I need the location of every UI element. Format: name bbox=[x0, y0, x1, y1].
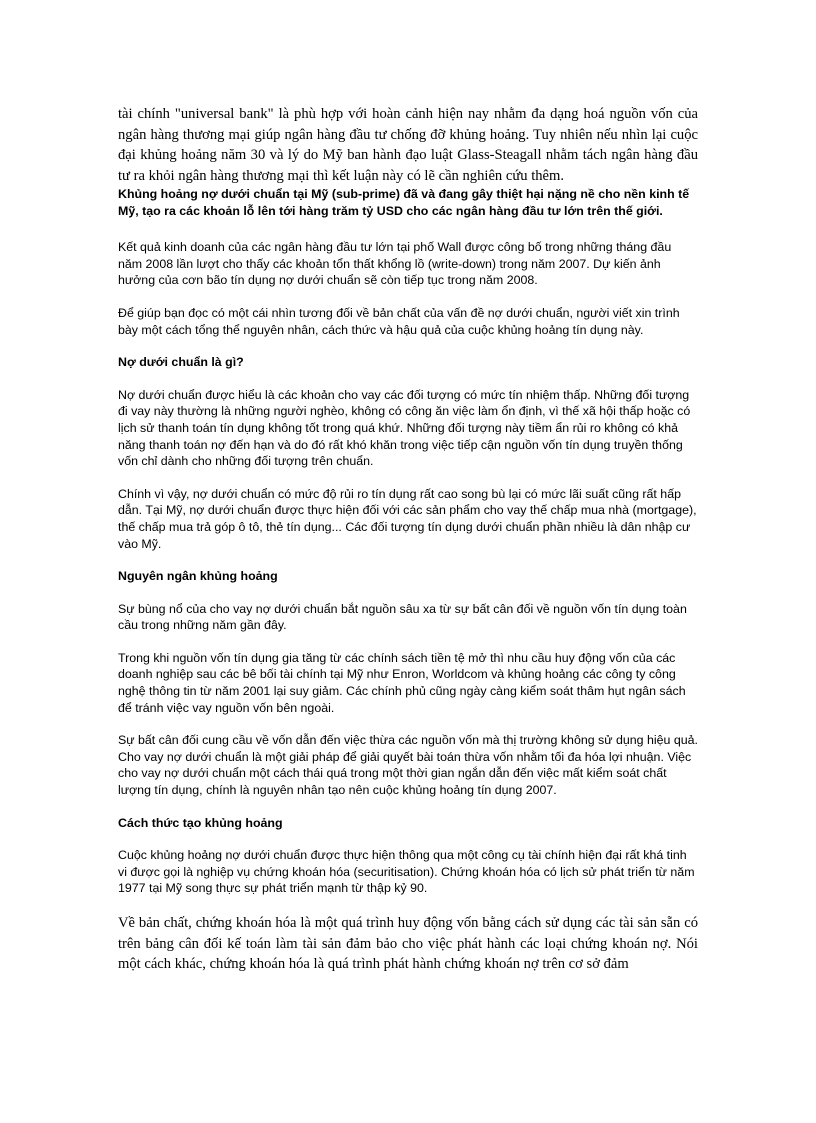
heading-mechanism: Cách thức tạo khủng hoảng bbox=[118, 815, 283, 830]
heading-what-is-subprime: Nợ dưới chuẩn là gì? bbox=[118, 355, 244, 370]
paragraph-causes-credit: Trong khi nguồn vốn tín dụng gia tăng từ các chính sách tiền tệ mở thì nhu cầu huy động vốn của các doanh nghiệp sau các bê bối tài chính tại Mỹ như Enron, Worldcom và khủng hoảng các công ty công nghệ thông tin từ năm 2001 lại suy giảm. Các chính phủ cũng ngày càng kiểm soát thâm hụt ngân sách để tránh việc vay nguồn vốn bên ngoài. bbox=[118, 650, 686, 715]
heading-causes: Nguyên ngân khủng hoảng bbox=[118, 569, 278, 584]
intro-paragraph: tài chính "universal bank" là phù hợp với hoàn cảnh hiện nay nhằm đa dạng hoá nguồn vốn của ngân hàng thương mại giúp ngân hàng đầu tư chống đỡ khủng hoảng. Tuy nhiên nếu nhìn lại cuộc đại khủng hoảng năm 30 và lý do Mỹ ban hành đạo luật Glass-Steagall nhằm tách ngân hàng đầu tư ra khỏi ngân hàng thương mại thì kết luận này có lẽ cần nghiên cứu thêm. bbox=[118, 106, 698, 184]
paragraph-mechanism-securitisation: Cuộc khủng hoảng nợ dưới chuẩn được thực hiện thông qua một công cụ tài chính hiện đại rất khá tinh vi được gọi là nghiệp vụ chứng khoán hóa (securitisation). Chứng khoán hóa có lịch sử phát triển từ năm 1977 tại Mỹ song thực sự phát triển mạnh từ thập kỷ 90. bbox=[118, 848, 695, 896]
lead-summary: Khủng hoảng nợ dưới chuẩn tại Mỹ (sub-prime) đã và đang gây thiệt hại nặng nề cho nền kinh tế Mỹ, tạo ra các khoản lỗ lên tới hàng trăm tỷ USD cho các ngân hàng đầu tư lớn trên thế giới. bbox=[118, 187, 690, 218]
document-page bbox=[118, 104, 698, 975]
paragraph-causes-surplus: Sự bất cân đối cung cầu về vốn dẫn đến việc thừa các nguồn vốn mà thị trường không sử dụng hiệu quả. Cho vay nợ dưới chuẩn là một giải pháp để giải quyết bài toán thừa vốn nhằm tối đa hóa lợi nhuận. Việc cho vay nợ dưới chuẩn một cách thái quá trong một thời gian ngắn dẫn đến việc mất kiểm soát chất lượng tín dụng, chính là nguyên nhân tạo nên cuộc khủng hoảng tín dụng 2007. bbox=[118, 733, 698, 798]
paragraph-subprime-definition: Nợ dưới chuẩn được hiểu là các khoản cho vay các đối tượng có mức tín nhiệm thấp. Những đối tượng đi vay này thường là những người nghèo, không có công ăn việc làm ổn định, vì thế xã hội thấp hoặc có lịch sử thanh toán tín dụng không tốt trong quá khứ. Những đối tượng này tiềm ẩn rủi ro không có khả năng thanh toán nợ đến hạn và do đó rất khó khăn trong việc tiếp cận nguồn vốn tín dụng truyền thống vốn chỉ dành cho những đối tượng trên chuẩn. bbox=[118, 387, 691, 469]
paragraph-results: Kết quả kinh doanh của các ngân hàng đầu tư lớn tại phố Wall được công bố trong những tháng đầu năm 2008 lần lượt cho thấy các khoản tổn thất khổng lồ (write-down) trong năm 2007. Dự kiến ảnh hưởng của cơn bão tín dụng nợ dưới chuẩn sẽ còn tiếp tục trong năm 2008. bbox=[118, 240, 672, 288]
paragraph-mechanism-nature: Về bản chất, chứng khoán hóa là một quá trình huy động vốn bằng cách sử dụng các tài sản sẵn có trên bảng cân đối kế toán làm tài sản đảm bảo cho việc phát hành các loại chứng khoán nợ. Nói một cách khác, chứng khoán hóa là quá trình phát hành chứng khoán nợ trên cơ sở đảm bbox=[118, 915, 698, 972]
paragraph-subprime-risk: Chính vì vậy, nợ dưới chuẩn có mức độ rủi ro tín dụng rất cao song bù lại có mức lãi suất cũng rất hấp dẫn. Tại Mỹ, nợ dưới chuẩn được thực hiện đối với các sản phẩm cho vay thế chấp mua nhà (mortgage), thế chấp mua trả góp ô tô, thẻ tín dụng... Các đối tượng tín dụng dưới chuẩn phần nhiều là dân nhập cư vào Mỹ. bbox=[118, 486, 697, 551]
paragraph-purpose: Để giúp bạn đọc có một cái nhìn tương đối về bản chất của vấn đề nợ dưới chuẩn, người viết xin trình bày một cách tổng thể nguyên nhân, cách thức và hậu quả của cuộc khủng hoảng tín dụng này. bbox=[118, 305, 680, 337]
paragraph-causes-imbalance: Sự bùng nổ của cho vay nợ dưới chuẩn bắt nguồn sâu xa từ sự bất cân đối về nguồn vốn tín dụng toàn cầu trong những năm gần đây. bbox=[118, 601, 687, 633]
